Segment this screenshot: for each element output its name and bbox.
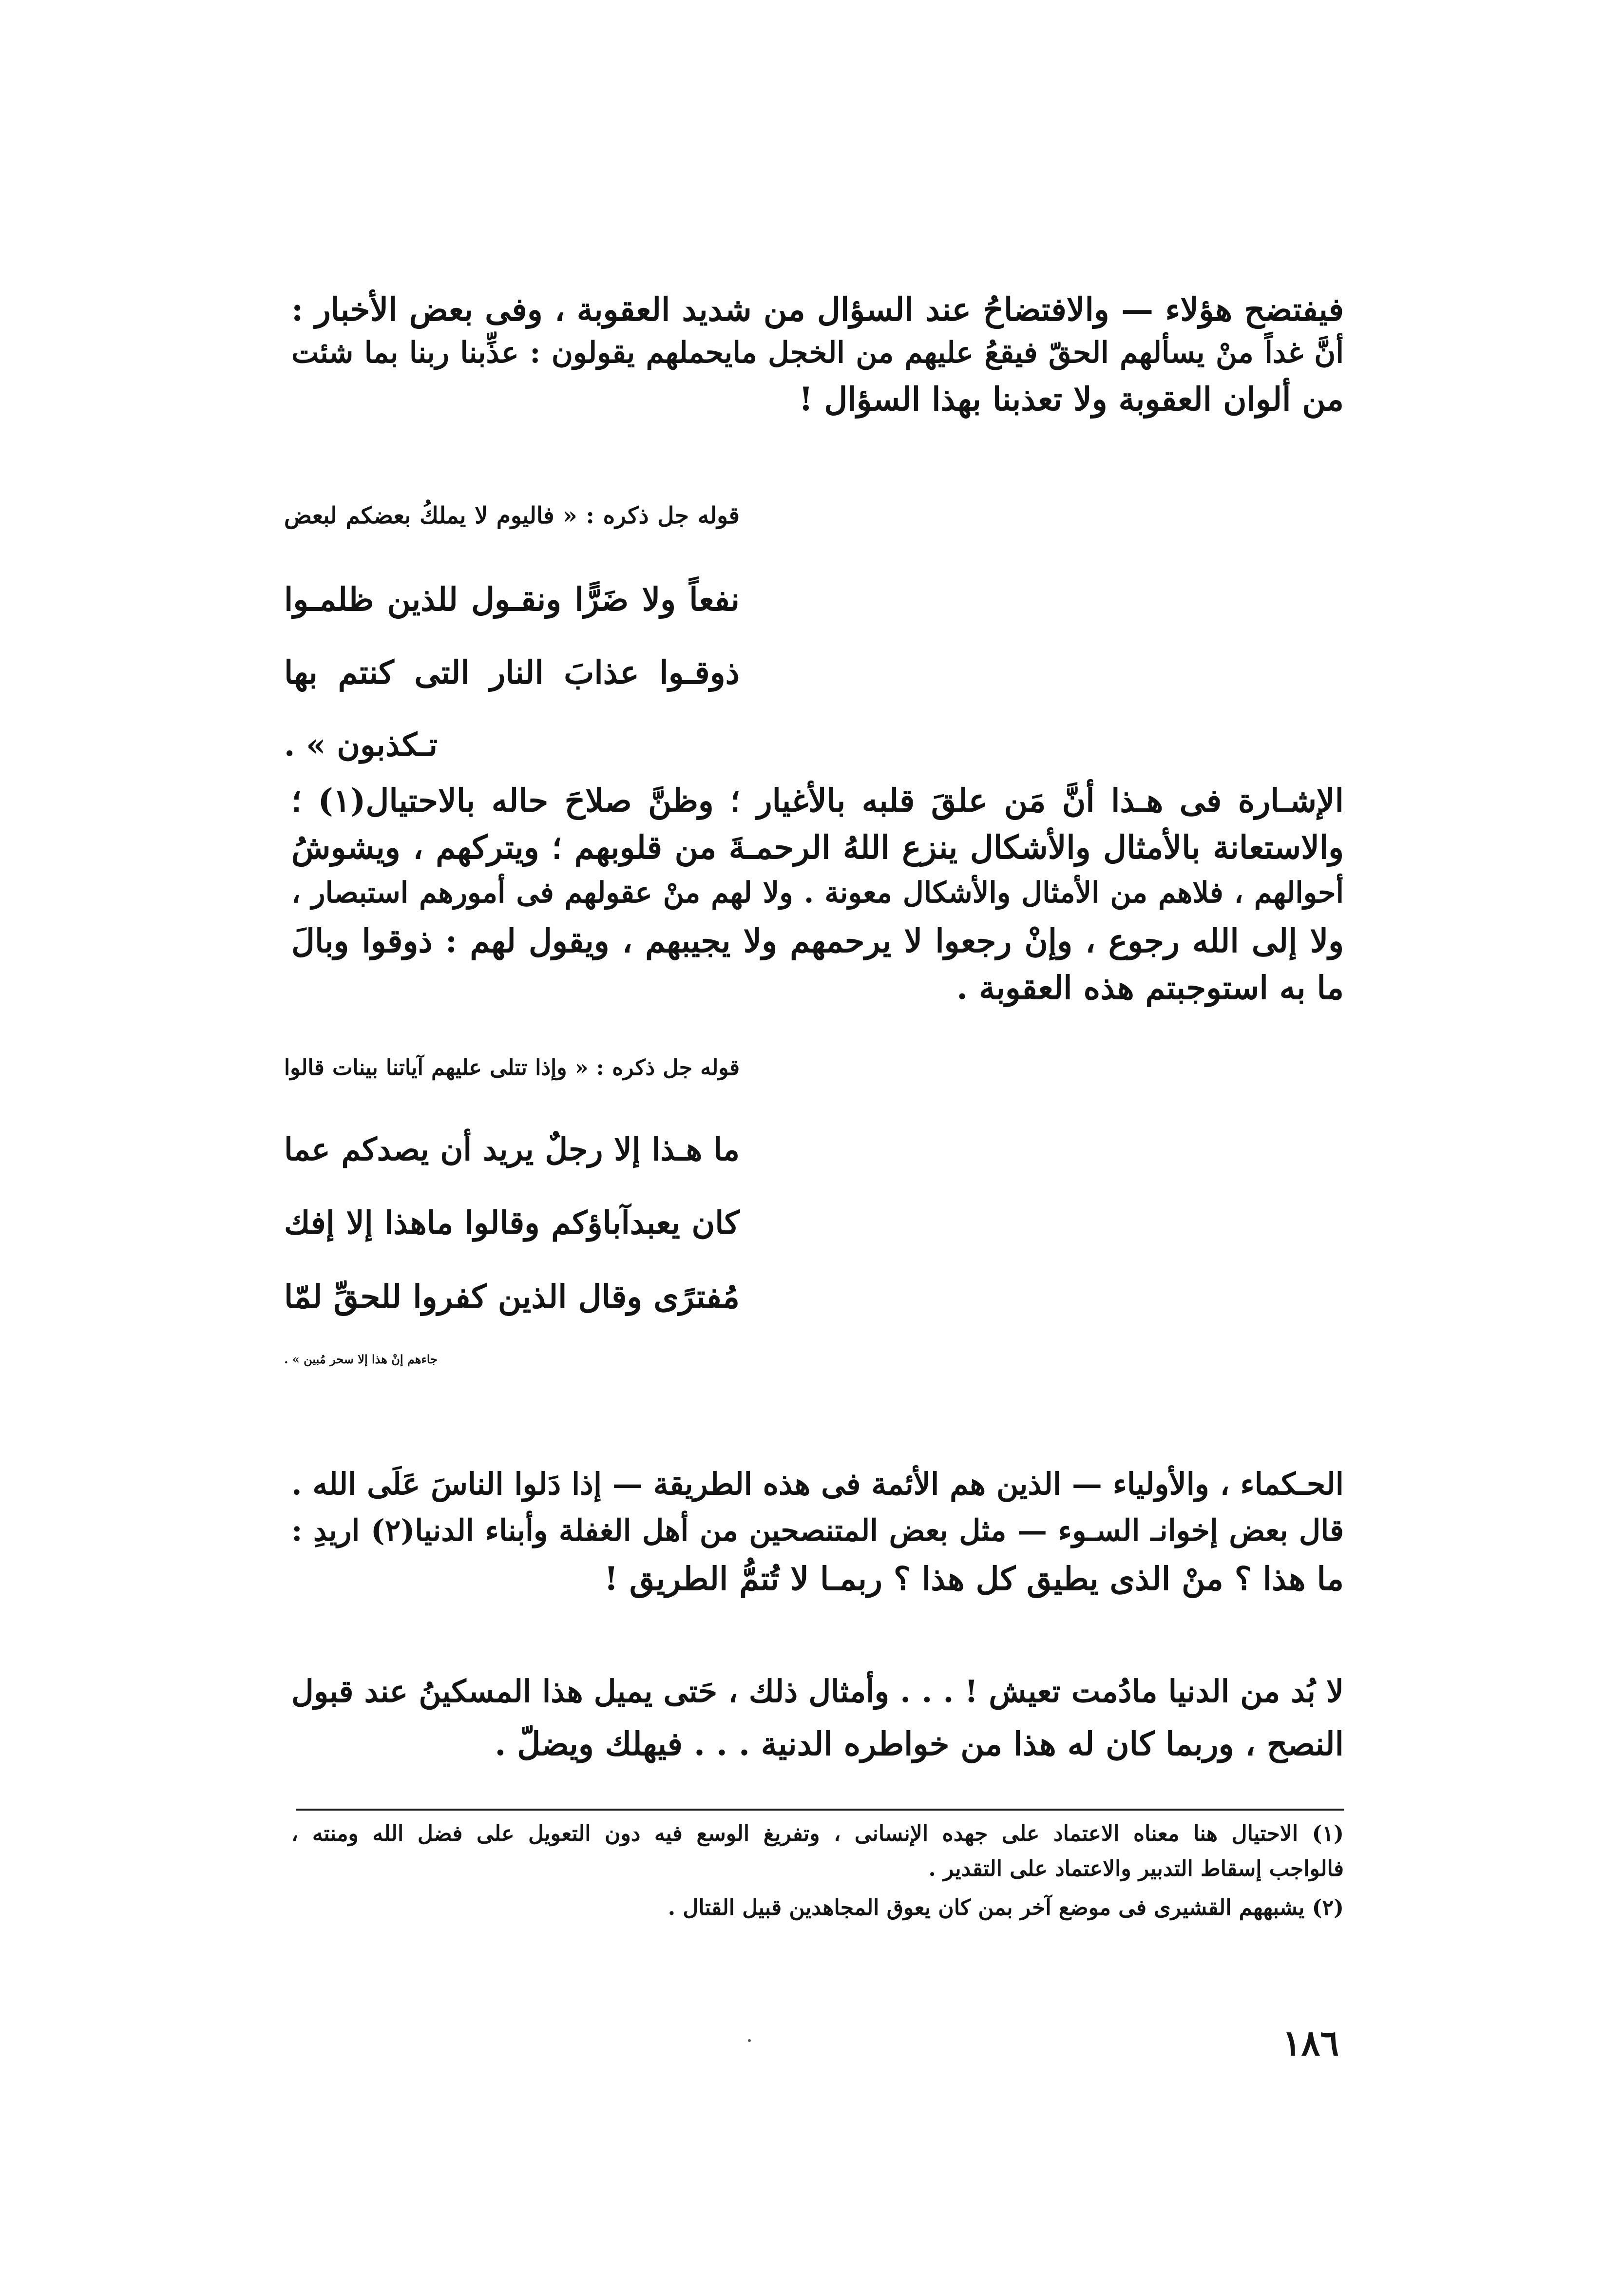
paragraph-1 bbox=[291, 290, 1344, 428]
scan-speck bbox=[748, 2039, 751, 2042]
paragraph-4 bbox=[291, 1673, 1344, 1779]
quote-line: قوله جل ذكره : « وإذا تتلى عليهم آياتنا بينات قالوا bbox=[284, 1055, 740, 1080]
quote-line: قوله جل ذكره : « فاليوم لا يملكُ بعضكم لبعض bbox=[284, 502, 740, 529]
text-line: من ألوان العقوبة ولا تعذبنا بهذا السؤال ! bbox=[799, 380, 1344, 418]
text-line: لا بُد من الدنيا مادُمت تعيش ! . . . وأمثال ذلك ، حَتى يميل هذا المسكينُ عند قبول bbox=[291, 1673, 1344, 1709]
footnote-divider bbox=[296, 1809, 1344, 1811]
text-line: النصح ، وربما كان له هذا من خواطره الدنية . . . فيهلك ويضلّ . bbox=[495, 1725, 1344, 1763]
quote-line: تـكذبون » . bbox=[284, 726, 438, 764]
quote-line: جاءهم إنْ هذا إلا سحر مُبين » . bbox=[284, 1352, 438, 1366]
text-line: ما هذا ؟ منْ الذى يطيق كل هذا ؟ ربمـا لا تُتمُّ الطريق ! bbox=[604, 1560, 1344, 1598]
quote-line: ذوقـوا عذابَ النار التى كنتم بها bbox=[284, 653, 740, 691]
text-line: الحـكماء ، والأولياء — الذين هم الأئمة فى هذه الطريقة — إذا دَلوا الناسَ عَلَى الله . bbox=[291, 1466, 1344, 1502]
footnote-line: فالواجب إسقاط التدبير والاعتماد على التقدير . bbox=[928, 1856, 1344, 1881]
quote-line: كان يعبدآباؤكم وقالوا ماهذا إلا إفك bbox=[284, 1204, 740, 1241]
text-line: والاستعانة بالأمثال والأشكال ينزع اللهُ الرحمـةَ من قلوبهم ؛ ويتركهم ، ويشوشُ bbox=[291, 828, 1344, 866]
quran-quote-2 bbox=[284, 1057, 740, 1412]
text-line: قال بعض إخوانـ السـوء — مثل بعض المتنصحين من أهل الغفلة وأبناء الدنيا(٢) اريدِ : bbox=[291, 1513, 1344, 1548]
quote-line: نفعاً ولا ضَرًّا ونقـول للذين ظلمـوا bbox=[284, 580, 740, 618]
footnotes bbox=[291, 1823, 1344, 1932]
text-line: أحوالهم ، فلاهم من الأمثال والأشكال معونة . ولا لهم منْ عقولهم فى أمورهم استبصار ، bbox=[291, 876, 1344, 909]
paragraph-2 bbox=[291, 784, 1344, 1018]
paragraph-3 bbox=[291, 1466, 1344, 1609]
text-line: ما به استوجبتم هذه العقوبة . bbox=[956, 969, 1344, 1007]
text-line: فيفتضح هؤلاء — والافتضاحُ عند السؤال من شديد العقوبة ، وفى بعض الأخبار : bbox=[291, 290, 1344, 328]
quran-quote-1 bbox=[284, 504, 740, 788]
quote-line: ما هـذا إلا رجلٌ يريد أن يصدكم عما bbox=[284, 1131, 740, 1168]
text-line: ولا إلى الله رجوع ، وإنْ رجعوا لا يرحمهم ولا يجيبهم ، ويقول لهم : ذوقوا وبالَ bbox=[291, 922, 1344, 960]
footnote-line: (١) الاحتيال هنا معناه الاعتماد على جهده الإنسانى ، وتفريغ الوسع فيه دون التعويل على فضل الله ومنته ، bbox=[291, 1821, 1344, 1846]
footnote-line: (٢) يشبههم القشيرى فى موضع آخر بمن كان يعوق المجاهدين قبيل القتال . bbox=[668, 1895, 1344, 1920]
page-number: ١٨٦ bbox=[1282, 2022, 1339, 2063]
quote-line: مُفترًى وقال الذين كفروا للحقِّ لمّا bbox=[284, 1278, 740, 1316]
text-line: الإشـارة فى هـذا أنَّ مَن علقَ قلبه بالأغيار ؛ وظنَّ صلاحَ حاله بالاحتيال(١) ؛ bbox=[291, 782, 1344, 820]
text-line: أنَّ غداً منْ يسألهم الحقّ فيقعُ عليهم من الخجل مايحملهم يقولون : عذِّبنا ربنا بما شئت bbox=[291, 336, 1344, 370]
